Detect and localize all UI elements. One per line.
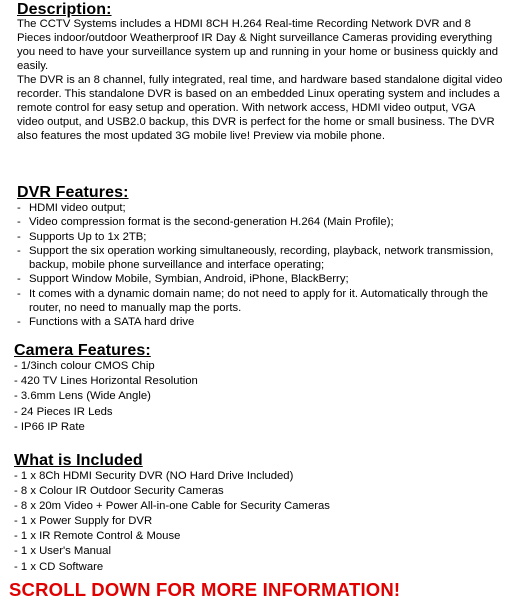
description-paragraph: The CCTV Systems includes a HDMI 8CH H.264 Real-time Recording Network DVR and 8 Pieces indoor/outdoor Weatherproof IR Day & Night surveillance Cameras providing everything you need to have your surveillance system up and running in your home or business quickly and easily.: [17, 18, 499, 72]
list-item: - 8 x 20m Video + Power All-in-one Cable for Security Cameras: [14, 500, 330, 513]
list-item: - HDMI video output;: [17, 202, 126, 214]
description-paragraph: The DVR is an 8 channel, fully integrated, real time, and hardware based standalone digital video recorder. This standalone DVR is based on an embedded Linux operating system and includes a remote control for easy setup and operation. With network access, HDMI video output, VGA video output, and USB2.0 backup, this DVR is perfect for the home or small business. The DVR also features the most updated 3G mobile live! Preview via mobile phone.: [17, 74, 503, 142]
list-item: - 24 Pieces IR Leds: [14, 405, 113, 418]
dvr-features-heading: DVR Features:: [17, 184, 129, 201]
whats-included-list: [14, 469, 330, 575]
list-item: - Supports Up to 1x 2TB;: [17, 230, 147, 243]
list-item: - 1 x 8Ch HDMI Security DVR (NO Hard Drive Included): [14, 470, 294, 482]
list-item: - IP66 IP Rate: [14, 420, 85, 433]
list-item: - 1 x Power Supply for DVR: [14, 515, 153, 528]
list-item: - 3.6mm Lens (Wide Angle): [14, 390, 151, 403]
list-item: - Support Window Mobile, Symbian, Android, iPhone, BlackBerry;: [17, 273, 349, 286]
whats-included-heading: What is Included: [14, 452, 143, 469]
list-item: - 1 x User's Manual: [14, 545, 111, 558]
list-item: - Functions with a SATA hard drive: [17, 316, 195, 329]
list-item: - 1/3inch colour CMOS Chip: [14, 360, 155, 372]
list-item: - 420 TV Lines Horizontal Resolution: [14, 375, 198, 388]
list-item: - 1 x CD Software: [14, 560, 104, 573]
list-item: - It comes with a dynamic domain name; do not need to apply for it. Automatically through the router, no need to manually map the ports.: [17, 287, 489, 315]
description-body: [17, 17, 503, 143]
description-heading: Description:: [17, 1, 112, 18]
list-item: - Video compression format is the second-generation H.264 (Main Profile);: [17, 216, 394, 229]
scroll-down-notice: SCROLL DOWN FOR MORE INFORMATION!: [9, 579, 401, 600]
camera-features-list: [14, 359, 198, 435]
dvr-features-list: [17, 201, 503, 330]
list-item: - Support the six operation working simultaneously, recording, playback, network transmission, backup, mobile phone surveillance and interface operating;: [17, 244, 494, 272]
list-item: - 1 x IR Remote Control & Mouse: [14, 530, 181, 543]
camera-features-heading: Camera Features:: [14, 342, 151, 359]
list-item: - 8 x Colour IR Outdoor Security Cameras: [14, 485, 224, 498]
